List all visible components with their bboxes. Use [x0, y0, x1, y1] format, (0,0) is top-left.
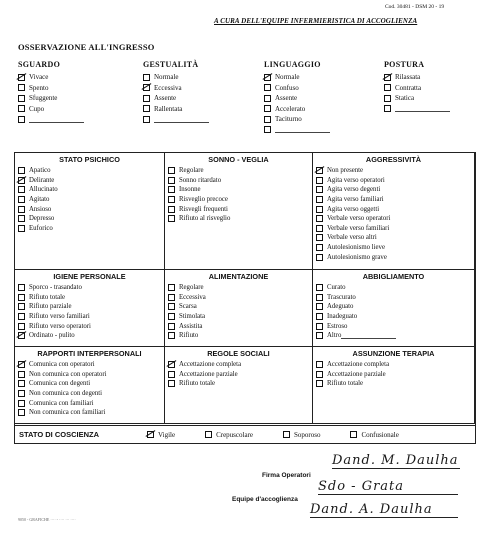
signature-1: Dand. M. Daulha — [332, 453, 459, 468]
checkbox-option-rifiuto[interactable] — [168, 331, 309, 341]
checkbox-icon[interactable] — [316, 371, 323, 378]
checked-box-icon[interactable] — [143, 84, 150, 91]
checkbox-option-blank[interactable] — [264, 125, 330, 136]
column-title: LINGUAGGIO — [264, 60, 321, 69]
checkbox-option-rifiuto-verso-familiari[interactable] — [18, 312, 161, 322]
checkbox-icon[interactable] — [168, 323, 175, 330]
checkbox-icon[interactable] — [168, 303, 175, 310]
option-label: Normale — [154, 73, 179, 82]
checkbox-icon[interactable] — [264, 105, 271, 112]
page-title: OSSERVAZIONE ALL'INGRESSO — [18, 42, 155, 52]
signature-3: Dand. A. Daulha — [310, 502, 458, 518]
option-label: Rifiuto verso familiari — [29, 313, 90, 321]
checkbox-option-autolesionismo-lieve[interactable] — [316, 243, 471, 253]
option-label: Ansioso — [29, 205, 52, 213]
option-label: Adeguato — [327, 303, 354, 311]
checkbox-option-taciturno[interactable] — [264, 114, 330, 125]
checkbox-option-accettazione-completa[interactable] — [168, 360, 309, 370]
checkbox-option-inadeguato[interactable] — [316, 312, 471, 322]
checkbox-icon[interactable] — [205, 431, 212, 438]
checkbox-option-curato[interactable] — [316, 283, 471, 293]
checkbox-option-regolare[interactable] — [168, 283, 309, 293]
checkbox-icon[interactable] — [18, 371, 25, 378]
option-label: Contratta — [395, 83, 422, 92]
checkbox-icon[interactable] — [316, 284, 323, 291]
checkbox-option-rifiuto-verso-operatori[interactable] — [18, 321, 161, 331]
option-label: Curato — [327, 284, 346, 292]
option-label: Accettazione completa — [179, 361, 242, 369]
section-stato-psichico — [15, 153, 165, 270]
checkbox-icon[interactable] — [316, 323, 323, 330]
checkbox-icon[interactable] — [316, 303, 323, 310]
checkbox-icon[interactable] — [168, 206, 175, 213]
option-label: Vigile — [158, 430, 176, 439]
checkbox-option-agita-verso-familiari[interactable] — [316, 195, 471, 205]
checked-box-icon[interactable] — [264, 74, 271, 81]
checkbox-icon[interactable] — [18, 116, 25, 123]
checkbox-icon[interactable] — [168, 332, 175, 339]
checked-box-icon[interactable] — [168, 361, 175, 368]
checkbox-option-non-presente[interactable] — [316, 166, 471, 176]
checkbox-icon[interactable] — [384, 105, 391, 112]
option-label: Crepuscolare — [216, 430, 254, 439]
checkbox-icon[interactable] — [18, 323, 25, 330]
checkbox-option-sfuggente[interactable] — [18, 93, 84, 104]
checkbox-icon[interactable] — [316, 177, 323, 184]
option-label: Comunica con degenti — [29, 380, 91, 388]
checkbox-option-trascurato[interactable] — [316, 293, 471, 303]
checkbox-icon[interactable] — [264, 126, 271, 133]
checkbox-icon[interactable] — [18, 409, 25, 416]
checkbox-option-adeguato[interactable] — [316, 302, 471, 312]
checkbox-option-assistita[interactable] — [168, 321, 309, 331]
option-label: Delirante — [29, 176, 55, 184]
checkbox-option-comunica-con-familiari[interactable] — [18, 398, 161, 408]
checkbox-option-risvegli-frequenti[interactable] — [168, 204, 309, 214]
checkbox-option-ansioso[interactable] — [18, 204, 161, 214]
checkbox-icon[interactable] — [18, 380, 25, 387]
checkbox-icon[interactable] — [168, 313, 175, 320]
option-label: Estroso — [327, 322, 348, 330]
section-alimentazione — [165, 270, 313, 347]
option-label: Non comunica con degenti — [29, 390, 103, 398]
option-label: Agita verso operatori — [327, 176, 385, 184]
section-title: REGOLE SOCIALI — [207, 349, 270, 358]
checkbox-option-agita-verso-degenti[interactable] — [316, 185, 471, 195]
option-label: Apatico — [29, 167, 51, 175]
checkbox-option-depresso[interactable] — [18, 214, 161, 224]
checkbox-icon[interactable] — [143, 74, 150, 81]
option-label: Normale — [275, 73, 300, 82]
checkbox-option-apatico[interactable] — [18, 166, 161, 176]
option-label: Rallentata — [154, 104, 183, 113]
checkbox-option-stimolata[interactable] — [168, 312, 309, 322]
checked-box-icon[interactable] — [147, 431, 154, 438]
checkbox-option-non-comunica-con-operatori[interactable] — [18, 370, 161, 380]
write-in-line[interactable] — [154, 116, 209, 123]
option-label: Assistita — [179, 322, 203, 330]
checkbox-option-statica[interactable] — [384, 93, 450, 104]
section-title: ALIMENTAZIONE — [208, 272, 269, 281]
option-label: Sporco - trasandato — [29, 284, 82, 292]
option-label: Accettazione parziale — [327, 370, 386, 378]
option-label: Rifiuto — [179, 332, 199, 340]
checkbox-icon[interactable] — [18, 196, 25, 203]
column-gestualita — [143, 60, 209, 125]
option-label: Non presente — [327, 167, 364, 175]
write-in-line[interactable] — [341, 332, 396, 339]
checkbox-option-sonno-ritardato[interactable] — [168, 176, 309, 186]
checkbox-icon[interactable] — [316, 234, 323, 241]
checked-box-icon[interactable] — [384, 74, 391, 81]
checkbox-option-agitato[interactable] — [18, 195, 161, 205]
checkbox-icon[interactable] — [143, 116, 150, 123]
section-title: ASSUNZIONE TERAPIA — [352, 349, 435, 358]
section-igiene — [15, 270, 165, 347]
checkbox-option-verbale-verso-altri[interactable] — [316, 233, 471, 243]
option-label: Depresso — [29, 215, 55, 223]
checkbox-option-regolare[interactable] — [168, 166, 309, 176]
checkbox-option-normale[interactable] — [264, 72, 330, 83]
checkbox-option-rilassata[interactable] — [384, 72, 450, 83]
checkbox-icon[interactable] — [350, 431, 357, 438]
checkbox-icon[interactable] — [18, 303, 25, 310]
checkbox-icon[interactable] — [18, 225, 25, 232]
checkbox-option-confusionale[interactable] — [350, 429, 398, 440]
checkbox-option-normale[interactable] — [143, 72, 209, 83]
section-aggressivita — [313, 153, 475, 270]
write-in-line[interactable] — [275, 126, 330, 133]
option-label: Non comunica con operatori — [29, 370, 107, 378]
write-in-line[interactable] — [29, 116, 84, 123]
option-label: Altro — [327, 332, 342, 340]
checkbox-icon[interactable] — [316, 244, 323, 251]
checkbox-icon[interactable] — [18, 215, 25, 222]
checkbox-option-accettazione-parziale[interactable] — [316, 370, 471, 380]
signature-2: Sdo - Grata — [318, 479, 458, 495]
printer-footer: 9050 - GRAFICHE ···· - ···· ··· ···· — [18, 517, 76, 522]
option-label: Inadeguato — [327, 313, 358, 321]
column-title: POSTURA — [384, 60, 425, 69]
column-title: SGUARDO — [18, 60, 61, 69]
option-label: Accelerato — [275, 104, 306, 113]
option-label: Vivace — [29, 73, 49, 82]
option-label: Scarsa — [179, 303, 197, 311]
section-title: ABBIGLIAMENTO — [362, 272, 425, 281]
option-label: Autolesionismo lieve — [327, 244, 385, 252]
checkbox-icon[interactable] — [168, 380, 175, 387]
consciousness-label: STATO DI COSCIENZA — [19, 430, 100, 439]
checkbox-option-eccessiva[interactable] — [143, 83, 209, 94]
option-label: Trascurato — [327, 293, 356, 301]
checkbox-option-delirante[interactable] — [18, 176, 161, 186]
checkbox-icon[interactable] — [316, 294, 323, 301]
checkbox-option-estroso[interactable] — [316, 321, 471, 331]
checkbox-option-verbale-verso-familiari[interactable] — [316, 224, 471, 234]
checkbox-icon[interactable] — [143, 105, 150, 112]
checkbox-option-verbale-verso-operatori[interactable] — [316, 214, 471, 224]
checkbox-icon[interactable] — [168, 167, 175, 174]
checkbox-option-rifiuto-totale[interactable] — [18, 293, 161, 303]
option-label: Rifiuto verso operatori — [29, 322, 91, 330]
option-label: Statica — [395, 94, 415, 103]
column-linguaggio — [264, 60, 330, 135]
checkbox-option-cupo[interactable] — [18, 104, 84, 115]
checkbox-option-ordinato-pulito[interactable] — [18, 331, 161, 341]
checkbox-option-rifiuto-totale[interactable] — [316, 379, 471, 389]
option-label: Rifiuto totale — [327, 380, 364, 388]
option-label: Verbale verso familiari — [327, 224, 390, 232]
option-label: Verbale verso altri — [327, 234, 377, 242]
checkbox-icon[interactable] — [316, 225, 323, 232]
checkbox-icon[interactable] — [168, 186, 175, 193]
checkbox-option-rifiuto-al-risveglio[interactable] — [168, 214, 309, 224]
section-title: STATO PSICHICO — [59, 155, 120, 164]
checkbox-icon[interactable] — [18, 84, 25, 91]
option-label: Eccessiva — [154, 83, 182, 92]
write-in-line[interactable] — [395, 105, 450, 112]
checkbox-icon[interactable] — [168, 371, 175, 378]
option-label: Spento — [29, 83, 49, 92]
checkbox-icon[interactable] — [316, 254, 323, 261]
checkbox-option-agita-verso-operatori[interactable] — [316, 176, 471, 186]
checkbox-icon[interactable] — [18, 186, 25, 193]
checkbox-icon[interactable] — [316, 186, 323, 193]
checkbox-option-euforico[interactable] — [18, 224, 161, 234]
option-label: Accettazione completa — [327, 361, 390, 369]
assessment-grid — [14, 152, 476, 444]
checkbox-option-contratta[interactable] — [384, 83, 450, 94]
checkbox-option-rifiuto-totale[interactable] — [168, 379, 309, 389]
checkbox-option-blank[interactable] — [384, 104, 450, 115]
option-label: Rifiuto totale — [29, 293, 66, 301]
checkbox-icon[interactable] — [316, 380, 323, 387]
checkbox-option-vivace[interactable] — [18, 72, 84, 83]
section-regole — [165, 347, 313, 424]
checkbox-option-vigile[interactable] — [147, 429, 175, 440]
checkbox-option-risveglio-precoce[interactable] — [168, 195, 309, 205]
checked-box-icon[interactable] — [18, 74, 25, 81]
option-label: Autolesionismo grave — [327, 253, 387, 261]
checkbox-icon[interactable] — [168, 196, 175, 203]
checkbox-option-soporoso[interactable] — [283, 429, 320, 440]
checkbox-icon[interactable] — [264, 95, 271, 102]
equipe-label: Equipe d'accoglienza — [232, 496, 298, 503]
checkbox-icon[interactable] — [316, 206, 323, 213]
option-label: Risvegli frequenti — [179, 205, 228, 213]
checkbox-icon[interactable] — [18, 95, 25, 102]
checkbox-icon[interactable] — [316, 313, 323, 320]
checkbox-icon[interactable] — [168, 215, 175, 222]
option-label: Sfuggente — [29, 94, 58, 103]
checkbox-option-assente[interactable] — [264, 93, 330, 104]
checkbox-icon[interactable] — [18, 206, 25, 213]
checkbox-option-insonne[interactable] — [168, 185, 309, 195]
document-code: Cod. 30481 - DSM 20 - 19 — [385, 4, 445, 10]
section-abbigliamento — [313, 270, 475, 347]
checkbox-icon[interactable] — [316, 332, 323, 339]
option-label: Rifiuto totale — [179, 380, 216, 388]
checkbox-option-allucinato[interactable] — [18, 185, 161, 195]
checkbox-icon[interactable] — [283, 431, 290, 438]
option-label: Comunica con operatori — [29, 361, 95, 369]
checkbox-icon[interactable] — [384, 95, 391, 102]
checkbox-icon[interactable] — [168, 294, 175, 301]
checkbox-icon[interactable] — [316, 196, 323, 203]
checkbox-option-accettazione-parziale[interactable] — [168, 370, 309, 380]
checkbox-option-comunica-con-operatori[interactable] — [18, 360, 161, 370]
section-title: SONNO - VEGLIA — [208, 155, 269, 164]
checkbox-icon[interactable] — [168, 177, 175, 184]
option-label: Confuso — [275, 83, 299, 92]
checkbox-option-spento[interactable] — [18, 83, 84, 94]
section-title: AGGRESSIVITÀ — [365, 155, 422, 164]
checkbox-icon[interactable] — [143, 95, 150, 102]
checkbox-option-eccessiva[interactable] — [168, 293, 309, 303]
checkbox-option-accelerato[interactable] — [264, 104, 330, 115]
section-sonno-veglia — [165, 153, 313, 270]
checkbox-icon[interactable] — [384, 84, 391, 91]
section-title: IGIENE PERSONALE — [53, 272, 126, 281]
checkbox-icon[interactable] — [18, 284, 25, 291]
option-label: Agita verso familiari — [327, 196, 384, 204]
column-sguardo — [18, 60, 84, 125]
checkbox-option-autolesionismo-grave[interactable] — [316, 252, 471, 262]
checkbox-icon[interactable] — [18, 167, 25, 174]
option-label: Insonne — [179, 186, 201, 194]
option-label: Sonno ritardato — [179, 176, 222, 184]
checkbox-icon[interactable] — [316, 361, 323, 368]
consciousness-row — [14, 425, 476, 444]
checkbox-icon[interactable] — [18, 313, 25, 320]
firma-label: Firma Operatori — [262, 472, 311, 479]
checkbox-option-confuso[interactable] — [264, 83, 330, 94]
option-label: Rifiuto al risveglio — [179, 215, 231, 223]
checkbox-option-comunica-con-degenti[interactable] — [18, 379, 161, 389]
option-label: Soporoso — [294, 430, 321, 439]
section-title: RAPPORTI INTERPERSONALI — [37, 349, 142, 358]
checkbox-option-crepuscolare[interactable] — [205, 429, 253, 440]
option-label: Verbale verso operatori — [327, 215, 391, 223]
option-label: Confusionale — [361, 430, 399, 439]
option-label: Regolare — [179, 284, 204, 292]
option-label: Rilassata — [395, 73, 421, 82]
option-label: Rifiuto parziale — [29, 303, 72, 311]
checked-box-icon[interactable] — [316, 167, 323, 174]
checkbox-icon[interactable] — [264, 84, 271, 91]
column-postura — [384, 60, 450, 114]
option-label: Taciturno — [275, 115, 302, 124]
checkbox-icon[interactable] — [18, 105, 25, 112]
option-label: Agita verso oggetti — [327, 205, 380, 213]
option-label: Comunica con familiari — [29, 399, 94, 407]
option-label: Euforico — [29, 224, 53, 232]
checkbox-option-blank[interactable] — [143, 114, 209, 125]
checkbox-icon[interactable] — [18, 390, 25, 397]
checkbox-icon[interactable] — [316, 215, 323, 222]
option-label: Ordinato - pulito — [29, 332, 75, 340]
option-label: Agita verso degenti — [327, 186, 381, 194]
care-header: A CURA DELL'EQUIPE INFERMIERISTICA DI ACCOGLIENZA — [214, 17, 418, 25]
option-label: Regolare — [179, 167, 204, 175]
option-label: Agitato — [29, 196, 50, 204]
checkbox-option-rallentata[interactable] — [143, 104, 209, 115]
checkbox-option-assente[interactable] — [143, 93, 209, 104]
checkbox-option-rifiuto-parziale[interactable] — [18, 302, 161, 312]
option-label: Assente — [275, 94, 298, 103]
checked-box-icon[interactable] — [18, 177, 25, 184]
checkbox-option-altro[interactable] — [316, 331, 471, 341]
option-label: Stimolata — [179, 313, 206, 321]
checkbox-icon[interactable] — [264, 116, 271, 123]
checked-box-icon[interactable] — [18, 361, 25, 368]
checkbox-option-non-comunica-con-degenti[interactable] — [18, 389, 161, 399]
option-label: Risveglio precoce — [179, 196, 228, 204]
option-label: Non comunica con familiari — [29, 409, 106, 417]
option-label: Eccessiva — [179, 293, 206, 301]
section-terapia — [313, 347, 475, 424]
checkbox-option-scarsa[interactable] — [168, 302, 309, 312]
checkbox-option-accettazione-completa[interactable] — [316, 360, 471, 370]
option-label: Allucinato — [29, 186, 58, 194]
checked-box-icon[interactable] — [18, 332, 25, 339]
option-label: Assente — [154, 94, 177, 103]
checkbox-option-sporco-trasandato[interactable] — [18, 283, 161, 293]
option-label: Cupo — [29, 104, 45, 113]
checkbox-icon[interactable] — [18, 400, 25, 407]
option-label: Accettazione parziale — [179, 370, 238, 378]
checkbox-icon[interactable] — [168, 284, 175, 291]
checkbox-option-blank[interactable] — [18, 114, 84, 125]
checkbox-option-agita-verso-oggetti[interactable] — [316, 204, 471, 214]
column-title: GESTUALITÀ — [143, 60, 199, 69]
checkbox-icon[interactable] — [18, 294, 25, 301]
checkbox-option-non-comunica-con-familiari[interactable] — [18, 408, 161, 418]
section-rapporti — [15, 347, 165, 424]
